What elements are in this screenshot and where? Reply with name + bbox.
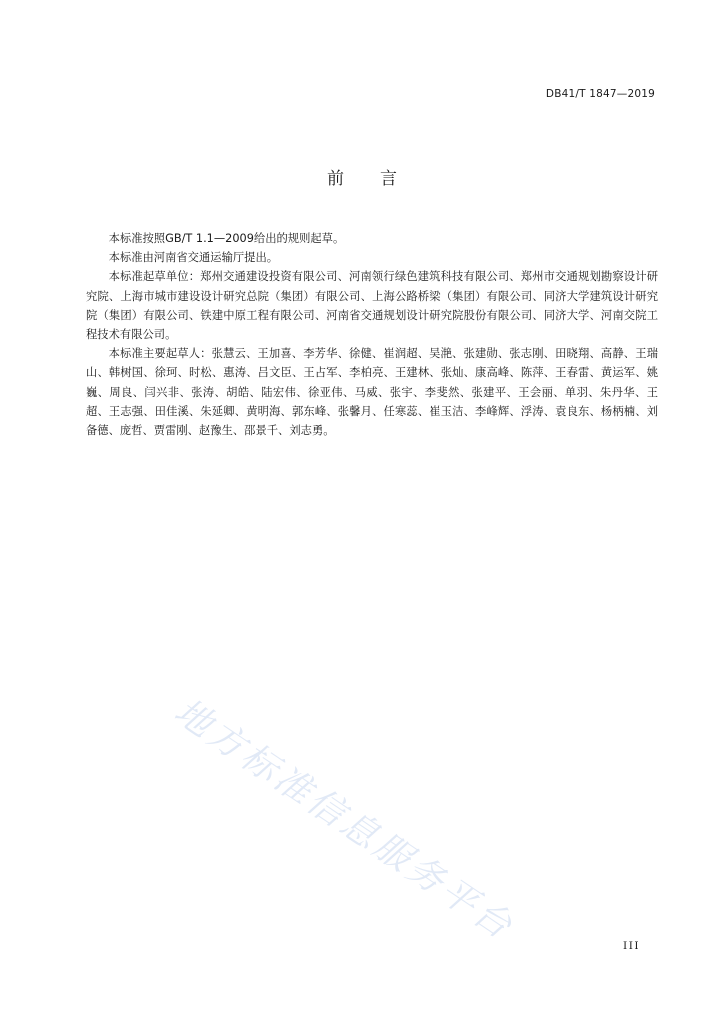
watermark: 地方标准信息服务平台 [166,690,522,949]
foreword-body [86,229,658,440]
document-code: DB41/T 1847—2019 [545,88,655,100]
paragraph-drafting-rules: 本标准按照GB/T 1.1—2009给出的规则起草。 [108,232,345,245]
paragraph-drafting-units: 本标准起草单位：郑州交通建设投资有限公司、河南领行绿色建筑科技有限公司、郑州市交通规划勘察设计研究院、上海市城市建设设计研究总院（集团）有限公司、上海公路桥梁（集团）有限公司、同济大学建筑设计研究院（集团）有限公司、铁建中原工程有限公司、河南省交通规划设计研究院股份有限公司、同济大学、河南交院工程技术有限公司。 [86,270,658,342]
page-number: III [623,940,640,952]
page-title: 前言 [327,169,433,189]
paragraph-proposer: 本标准由河南省交通运输厅提出。 [108,251,279,265]
paragraph-drafters: 本标准主要起草人：张慧云、王加喜、李芳华、徐健、崔润超、吴滟、张建勋、张志刚、田晓翔、高静、王瑞山、韩树国、徐珂、时松、惠涛、吕文臣、王占军、李柏亮、王建林、张灿、康高峰、陈萍、王春雷、黄运军、姚巍、周良、闫兴非、张涛、胡皓、陆宏伟、徐亚伟、马威、张宇、李斐然、张建平、王会丽、单羽、朱丹华、王超、王志强、田佳溪、朱延卿、黄明海、郭东峰、张馨月、任寒蕊、崔玉洁、李峰辉、浮涛、袁良东、杨柄楠、刘备德、庞哲、贾雷刚、赵豫生、邵景千、刘志勇。 [86,347,658,438]
